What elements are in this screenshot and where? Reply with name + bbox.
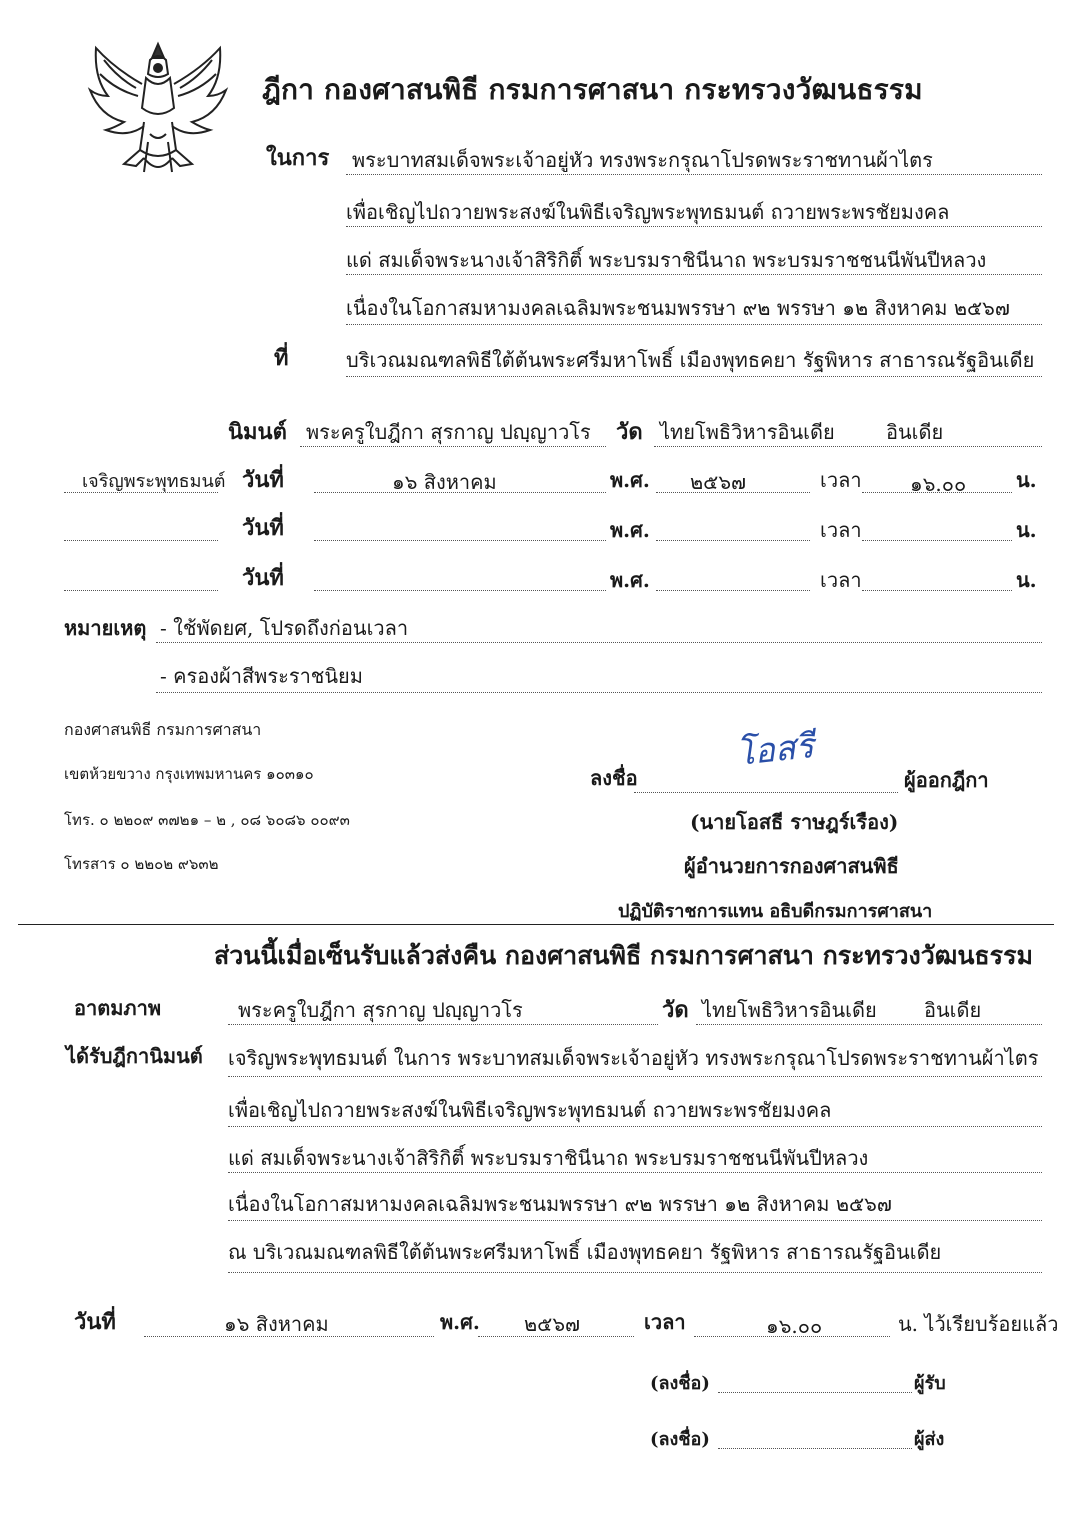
occasion-dotted-line-2	[346, 226, 1042, 227]
time-dotted-line	[862, 540, 1012, 541]
received-line-5: ณ บริเวณมณฑลพิธีใต้ต้นพระศรีมหาโพธิ์ เมืองพุทธคยา รัฐพิหาร สาธารณรัฐอินเดีย	[228, 1240, 942, 1264]
return-monk-label: อาตมภาพ	[74, 996, 162, 1020]
received-line-2: เพื่อเชิญไปถวายพระสงฆ์ในพิธีเจริญพระพุทธมนต์ ถวายพระพรชัยมงคล	[228, 1098, 832, 1122]
occasion-line-1: พระบาทสมเด็จพระเจ้าอยู่หัว ทรงพระกรุณาโปรดพระราชทานผ้าไตร	[352, 148, 933, 172]
place-label: ที่	[274, 345, 289, 371]
time-unit: น.	[1016, 568, 1037, 592]
year-label: พ.ศ.	[610, 568, 650, 592]
occasion-dotted-line-1	[346, 174, 1042, 175]
sign-label: ลงชื่อ	[590, 766, 638, 790]
office-line-3: โทร. ๐ ๒๒๐๙ ๓๗๒๑ – ๒ , ๐๘ ๖๐๘๖ ๐๐๙๓	[64, 811, 350, 829]
occasion-dotted-line-4	[346, 324, 1042, 325]
return-monk-name: พระครูใบฎีกา สุรกาญ ปญฺญาวโร	[238, 998, 523, 1022]
ceremony-dotted-line	[64, 492, 218, 493]
ceremony-name: เจริญพระพุทธมนต์	[82, 471, 226, 492]
office-line-1: กองศาสนพิธี กรมการศาสนา	[64, 720, 262, 739]
occasion-dotted-line-3	[346, 274, 1042, 275]
signer-position: ผู้อำนวยการกองศาสนพิธี	[684, 854, 899, 878]
office-line-4: โทรสาร ๐ ๒๒๐๒ ๙๖๓๒	[64, 855, 219, 873]
return-date-label: วันที่	[74, 1309, 116, 1335]
time-dotted-line	[862, 590, 1012, 591]
receiver-role: ผู้รับ	[914, 1373, 946, 1394]
place-dotted-line	[346, 376, 1042, 377]
return-year-value: ๒๕๖๗	[524, 1312, 581, 1336]
return-year-label: พ.ศ.	[440, 1310, 480, 1334]
return-monk-dotted-line	[228, 1024, 658, 1025]
time-label: เวลา	[820, 518, 862, 542]
occasion-line-4: เนื่องในโอกาสมหามงคลเฉลิมพระชนมพรรษา ๙๒ พรรษา ๑๒ สิงหาคม ๒๕๖๗	[346, 296, 1010, 320]
note-dotted-line-1	[156, 642, 1042, 643]
year-label: พ.ศ.	[610, 468, 650, 492]
date-value: ๑๖ สิงหาคม	[392, 470, 497, 494]
receiver-sign-label: (ลงชื่อ)	[650, 1373, 710, 1394]
office-line-2: เขตห้วยขวาง กรุงเทพมหานคร ๑๐๓๑๐	[64, 765, 314, 783]
return-temple-dotted-line	[696, 1024, 1042, 1025]
invite-temple-dotted-line	[654, 446, 1042, 447]
garuda-emblem-icon	[84, 38, 232, 180]
time-unit: น.	[1016, 468, 1037, 492]
time-label: เวลา	[820, 568, 862, 592]
year-dotted-line	[656, 540, 810, 541]
received-dotted-line-1	[228, 1076, 1042, 1077]
return-time-label: เวลา	[644, 1310, 686, 1334]
sender-sign-label: (ลงชื่อ)	[650, 1429, 710, 1450]
date-dotted-line	[314, 492, 606, 493]
handwritten-signature: โอสรี	[734, 726, 816, 774]
return-temple-name: ไทยโพธิวิหารอินเดีย	[702, 998, 877, 1022]
return-time-value: ๑๖.๐๐	[766, 1314, 823, 1338]
note-item-2: - ครองผ้าสีพระราชนิยม	[160, 664, 363, 688]
note-item-1: - ใช้พัดยศ, โปรดถึงก่อนเวลา	[160, 616, 409, 640]
year-label: พ.ศ.	[610, 518, 650, 542]
occasion-label: ในการ	[266, 145, 330, 171]
received-dotted-line-5	[228, 1272, 1042, 1273]
received-dotted-line-2	[228, 1126, 1042, 1127]
signature-dotted-line	[634, 792, 898, 793]
received-label: ได้รับฎีกานิมนต์	[66, 1044, 203, 1068]
year-dotted-line	[656, 590, 810, 591]
return-time-dotted-line	[694, 1336, 890, 1337]
received-line-1: เจริญพระพุทธมนต์ ในการ พระบาทสมเด็จพระเจ้าอยู่หัว ทรงพระกรุณาโปรดพระราชทานผ้าไตร	[228, 1046, 1039, 1070]
return-date-dotted-line	[144, 1336, 434, 1337]
return-country: อินเดีย	[924, 998, 982, 1022]
invite-label: นิมนต์	[228, 419, 287, 445]
return-slip-title: ส่วนนี้เมื่อเซ็นรับแล้วส่งคืน กองศาสนพิธี กรมการศาสนา กระทรวงวัฒนธรรม	[214, 941, 1034, 970]
notes-label: หมายเหตุ	[64, 616, 147, 640]
ceremony-dotted-line	[64, 590, 218, 591]
year-dotted-line	[656, 492, 810, 493]
date-dotted-line	[314, 540, 606, 541]
date-label: วันที่	[242, 467, 284, 493]
date-label: วันที่	[242, 565, 284, 591]
place-text: บริเวณมณฑลพิธีใต้ต้นพระศรีมหาโพธิ์ เมืองพุทธคยา รัฐพิหาร สาธารณรัฐอินเดีย	[346, 348, 1035, 372]
return-temple-label: วัด	[662, 997, 689, 1023]
tear-off-separator	[18, 924, 1054, 925]
invite-monk-dotted-line	[300, 446, 606, 447]
sender-role: ผู้ส่ง	[914, 1429, 945, 1450]
date-label: วันที่	[242, 515, 284, 541]
return-date-value: ๑๖ สิงหาคม	[224, 1312, 329, 1336]
time-label: เวลา	[820, 468, 862, 492]
date-dotted-line	[314, 590, 606, 591]
occasion-line-2: เพื่อเชิญไปถวายพระสงฆ์ในพิธีเจริญพระพุทธมนต์ ถวายพระพรชัยมงคล	[346, 200, 950, 224]
received-line-4: เนื่องในโอกาสมหามงคลเฉลิมพระชนมพรรษา ๙๒ พรรษา ๑๒ สิงหาคม ๒๕๖๗	[228, 1192, 892, 1216]
invite-monk-name: พระครูใบฎีกา สุรกาญ ปญฺญาวโร	[306, 420, 591, 444]
time-value: ๑๖.๐๐	[910, 472, 967, 496]
year-value: ๒๕๖๗	[690, 470, 747, 494]
time-dotted-line	[862, 492, 1012, 493]
invite-country: อินเดีย	[886, 420, 944, 444]
received-line-3: แด่ สมเด็จพระนางเจ้าสิริกิติ์ พระบรมราชินีนาถ พระบรมราชชนนีพันปีหลวง	[228, 1146, 869, 1170]
signer-name: (นายโอสธี ราษฎร์เรือง)	[690, 810, 899, 834]
occasion-line-3: แด่ สมเด็จพระนางเจ้าสิริกิติ์ พระบรมราชินีนาถ พระบรมราชชนนีพันปีหลวง	[346, 248, 987, 272]
note-dotted-line-2	[156, 692, 1042, 693]
received-dotted-line-3	[228, 1172, 1042, 1173]
received-dotted-line-4	[228, 1220, 1042, 1221]
sender-sign-dotted-line	[718, 1448, 912, 1449]
ceremony-dotted-line	[64, 540, 218, 541]
document-title: ฎีกา กองศาสนพิธี กรมการศาสนา กระทรวงวัฒนธรรม	[262, 73, 923, 106]
time-unit: น.	[1016, 518, 1037, 542]
return-unit-suffix: น. ไว้เรียบร้อยแล้ว	[898, 1312, 1059, 1336]
issuer-label: ผู้ออกฎีกา	[904, 768, 989, 792]
invite-temple-label: วัด	[616, 419, 643, 445]
receiver-sign-dotted-line	[718, 1392, 912, 1393]
invite-temple-name: ไทยโพธิวิหารอินเดีย	[660, 420, 835, 444]
return-year-dotted-line	[478, 1336, 634, 1337]
signer-acting: ปฏิบัติราชการแทน อธิบดีกรมการศาสนา	[618, 901, 933, 922]
